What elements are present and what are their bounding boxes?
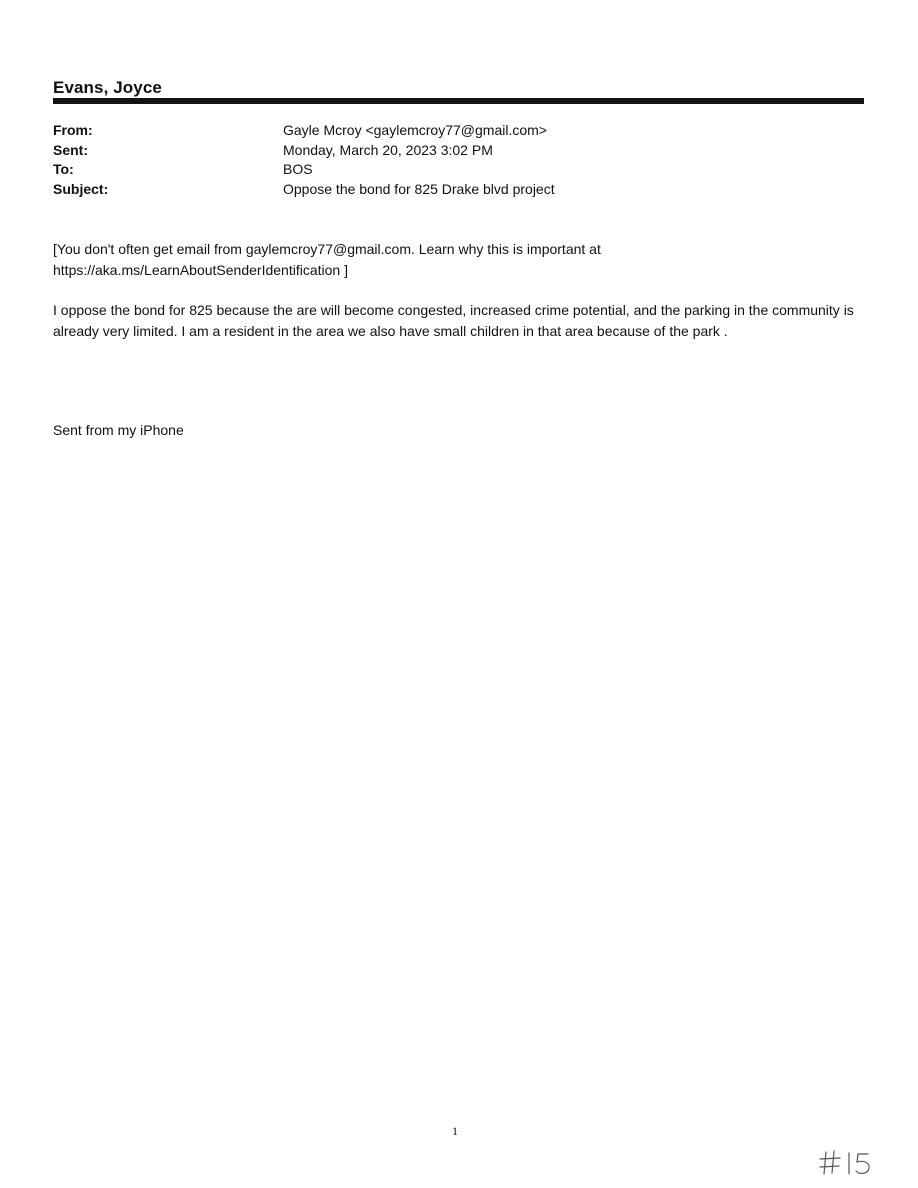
from-label: From:	[53, 122, 93, 138]
subject-label: Subject:	[53, 180, 109, 197]
to-label: To:	[53, 161, 74, 177]
sent-label: Sent:	[53, 141, 88, 158]
email-body: I oppose the bond for 825 because the are will become congested, increased crime potential, and the parking in the community is already very limited. I am a resident in the area we also have small children in that area because of the park .	[53, 302, 854, 339]
from-value: Gayle Mcroy <gaylemcroy77@gmail.com>	[283, 122, 547, 138]
to-value: BOS	[283, 161, 313, 177]
header-divider	[53, 98, 864, 104]
to-row	[53, 160, 555, 180]
notice-line-1: [You don't often get email from gaylemcroy77@gmail.com. Learn why this is important at	[53, 241, 601, 257]
sent-value: Monday, March 20, 2023 3:02 PM	[283, 141, 493, 158]
handwritten-annotation-icon	[818, 1146, 878, 1178]
subject-value: Oppose the bond for 825 Drake blvd project	[283, 180, 555, 197]
page-number: 1	[452, 1124, 458, 1138]
email-metadata	[53, 121, 555, 199]
page-header-name: Evans, Joyce	[53, 78, 162, 97]
notice-line-2: https://aka.ms/LearnAboutSenderIdentification ]	[53, 261, 348, 278]
subject-row	[53, 180, 555, 200]
external-sender-notice	[53, 239, 873, 280]
email-signature: Sent from my iPhone	[53, 422, 184, 438]
sent-row	[53, 141, 555, 161]
from-row	[53, 121, 555, 141]
